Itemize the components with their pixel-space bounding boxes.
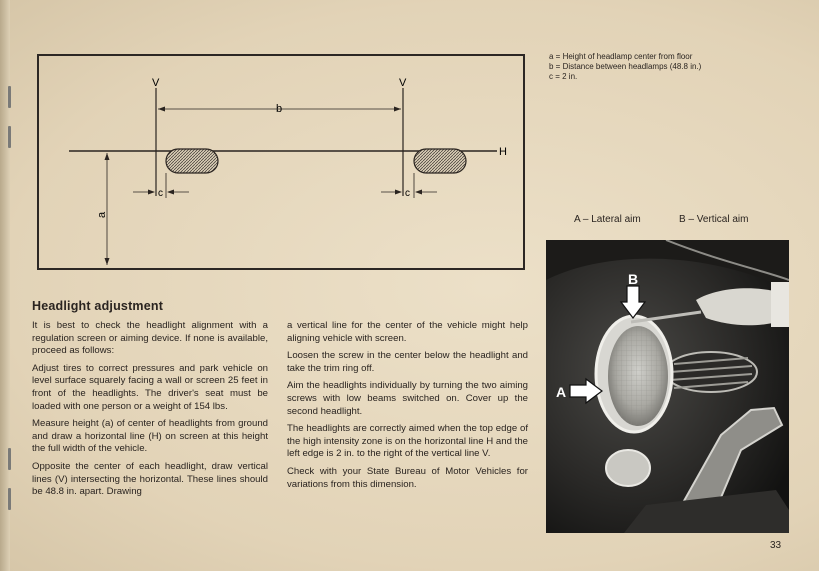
legend-item-c: c = 2 in. [549, 72, 578, 81]
caption-lateral-aim: A – Lateral aim [574, 214, 641, 225]
page-number: 33 [770, 540, 782, 551]
marker-a: A [556, 384, 567, 400]
paragraph: Opposite the center of each headlight, draw vertical lines (V) intersecting the horizontal. These lines should be 48.8 in. apart. Drawing [32, 460, 268, 498]
text-column-right [287, 320, 528, 496]
paragraph: The headlights are correctly aimed when the top edge of the high intensity zone is on the horizontal line H and the left edge is 2 in. to the right of the vertical line V. [287, 423, 528, 460]
paragraph: a vertical line for the center of the vehicle might help aligning vehicle with screen. [287, 320, 528, 344]
staple [8, 126, 11, 148]
paragraph: Check with your State Bureau of Motor Vehicles for variations from this dimension. [287, 465, 528, 490]
paragraph: Loosen the screw in the center below the headlight and take the trim ring off. [287, 350, 528, 374]
marker-b: B [628, 271, 639, 287]
headlamp-right [414, 149, 466, 173]
staple [8, 488, 11, 510]
caption-vertical-aim: B – Vertical aim [679, 214, 749, 225]
paragraph: Adjust tires to correct pressures and park vehicle on level surface squarely facing a wall or screen 25 feet in front of the headlights. The driver's seat must be loaded with one person or a weight of 154 lbs. [32, 362, 268, 412]
paragraph: It is best to check the headlight alignment with a regulation screen or aiming device. If none is available, proceed as follows: [32, 320, 268, 357]
label-c-right: c [405, 188, 410, 199]
paragraph: Measure height (a) of center of headlights from ground and draw a horizontal line (H) on screen at this height the full width of the vehicle. [32, 418, 268, 455]
staple [8, 448, 11, 470]
label-v-right: V [399, 77, 407, 89]
arrowhead [394, 107, 401, 112]
arrowhead [158, 107, 165, 112]
legend-item-b: b = Distance between headlamps (48.8 in.) [549, 62, 702, 71]
section-title: Headlight adjustment [32, 299, 164, 313]
label-a: a [96, 211, 108, 218]
label-h: H [499, 146, 507, 158]
headlight-photo [546, 240, 789, 533]
arrowhead [105, 258, 110, 265]
paragraph: Aim the headlights individually by turning the two aiming screws with low beams switched on. Cover up the second headlight. [287, 380, 528, 417]
aiming-screen-diagram [37, 54, 525, 270]
headlamp-left [166, 149, 218, 173]
staple [8, 86, 11, 108]
arrowhead [105, 153, 110, 160]
text-column-left [32, 320, 268, 504]
label-b: b [276, 103, 283, 115]
legend-item-a: a = Height of headlamp center from floor [549, 52, 693, 61]
label-v-left: V [152, 77, 160, 89]
label-c-left: c [158, 188, 163, 199]
diagram-legend [549, 52, 701, 82]
